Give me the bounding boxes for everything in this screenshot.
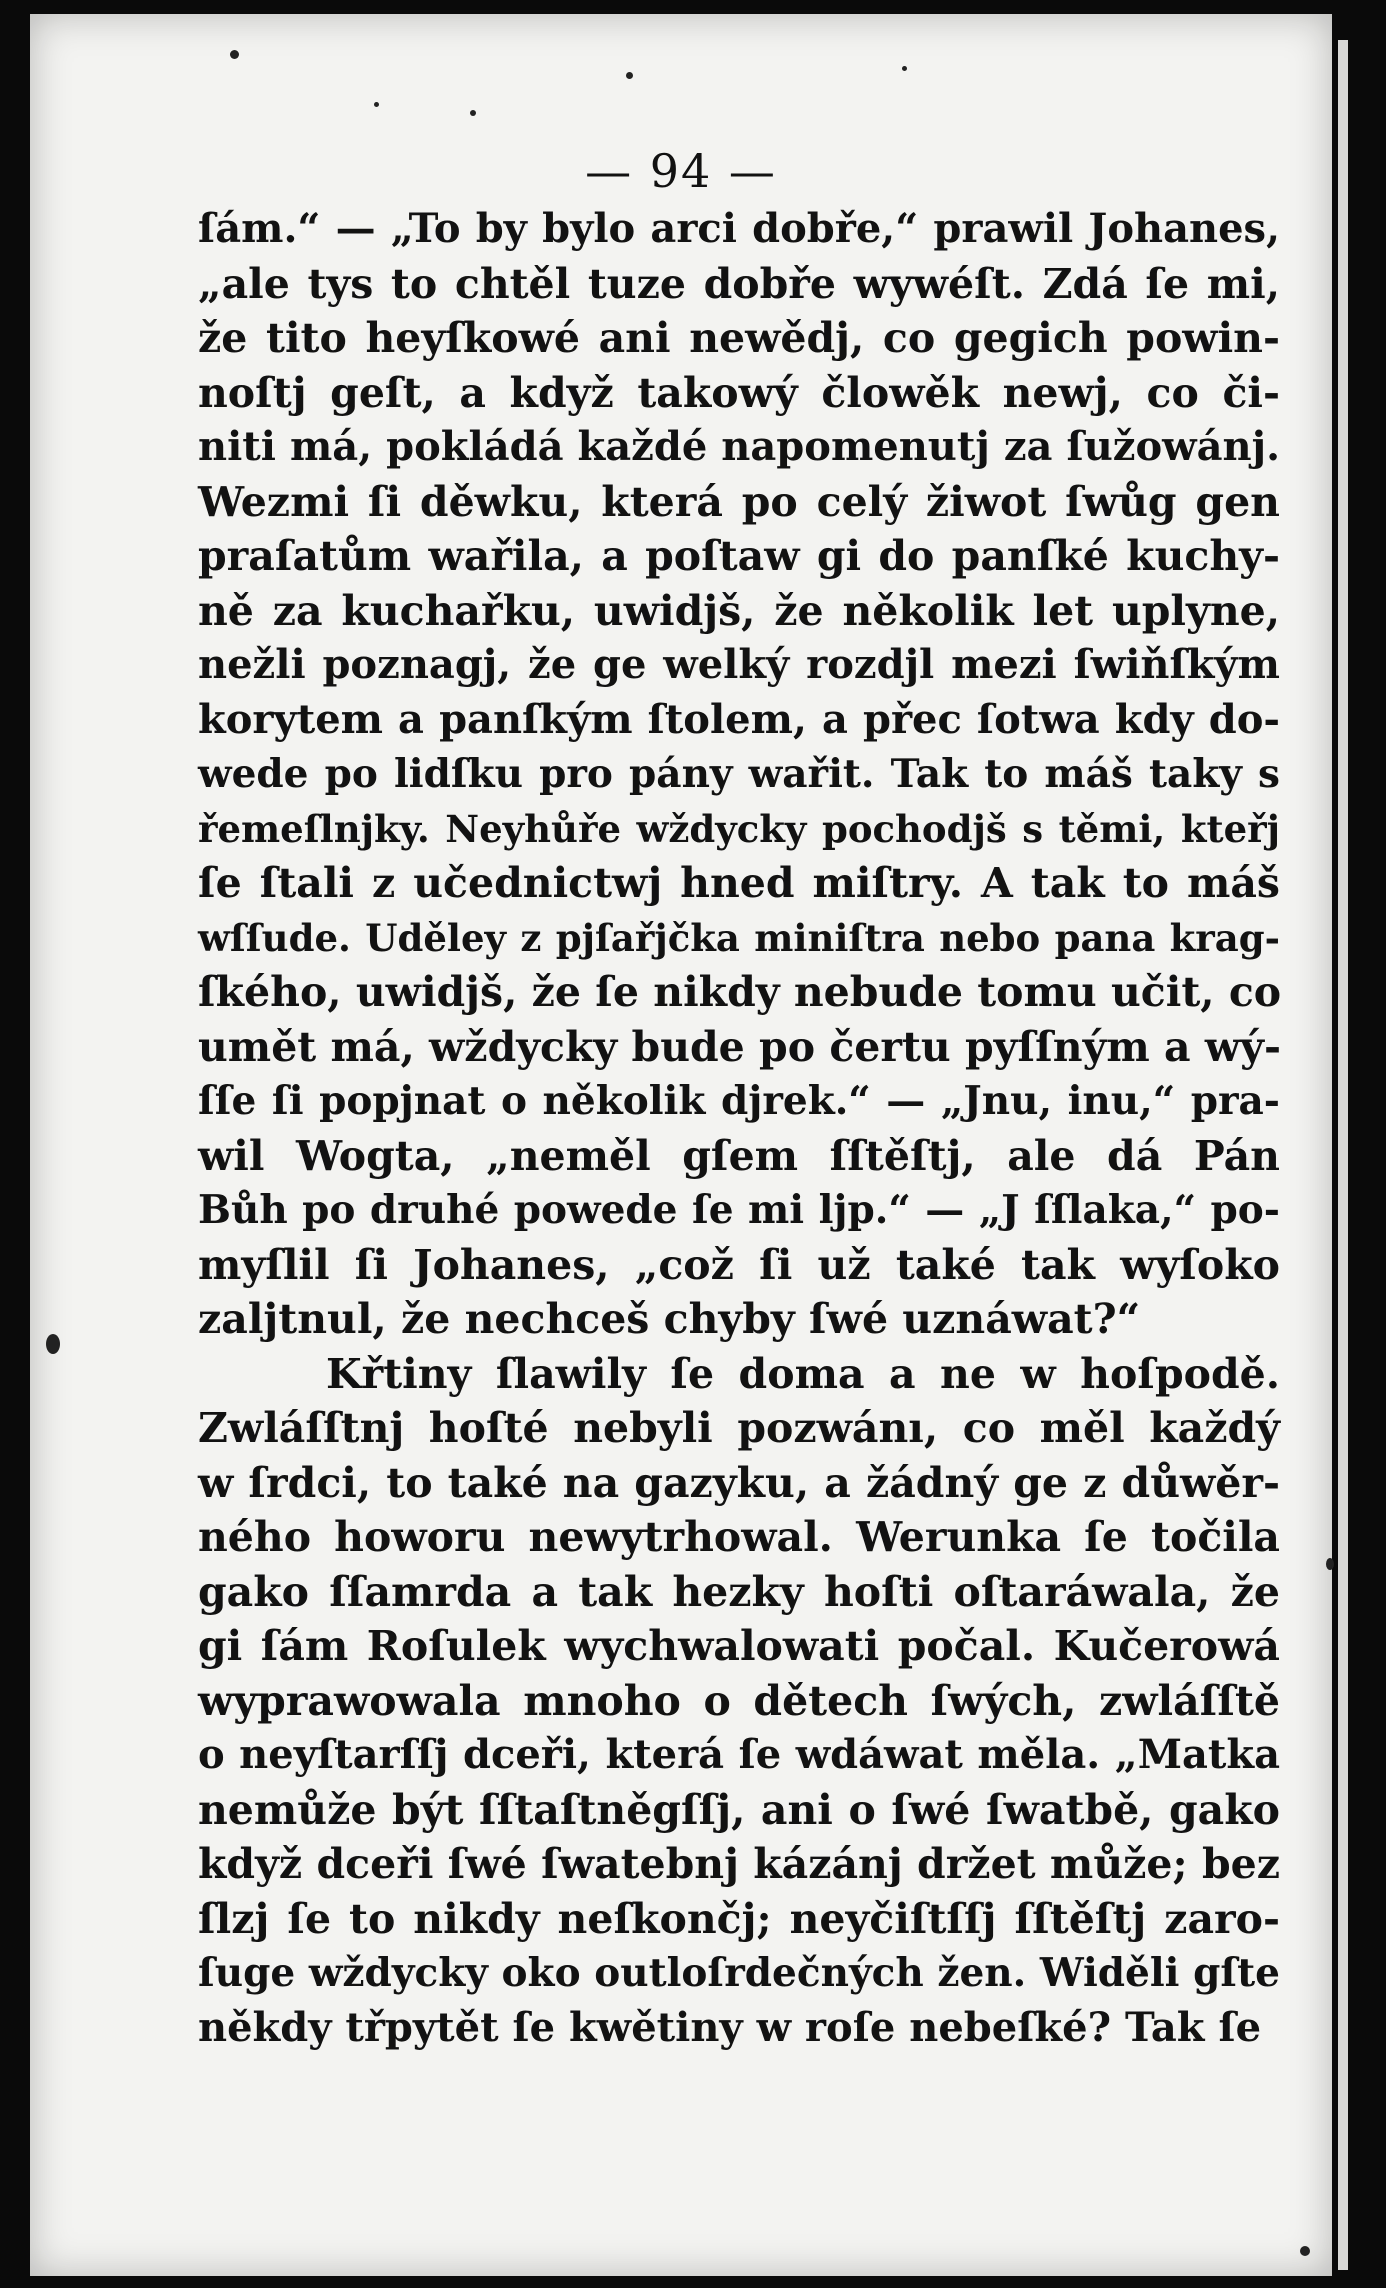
text-line: w ſrdci, to také na gazyku, a žádný ge z důwěr- [198, 1458, 1280, 1507]
text-line: wſſude. Uděley z pjſařjčka miniſtra nebo pana krag- [198, 915, 1280, 960]
text-line: nežli poznagj, že ge welký rozdjl mezi ſwiňſkým [198, 641, 1280, 688]
page-text [198, 202, 1280, 2055]
text-line: ſe ſtali z učednictwj hned miſtry. A tak to máš [198, 859, 1280, 907]
text-line: gako ſſamrda a tak hezky hoſti oſtaráwala, že [198, 1567, 1280, 1616]
text-line: ſkého, uwidjš, že ſe nikdy nebude tomu učit, co [198, 968, 1282, 1016]
text-line: praſatům wařila, a poſtaw gi do panſké kuchy- [198, 532, 1280, 580]
text-line: ſſe ſi popjnat o několik djrek.“ — „Jnu, inu,“ pra- [198, 1078, 1280, 1124]
page-number: — 94 — [585, 144, 777, 198]
print-speck [46, 1334, 60, 1354]
text-line: gi ſám Roſulek wychwalowati počal. Kučerowá [198, 1622, 1280, 1670]
text-line: wyprawowala mnoho o dětech ſwých, zwláſſtě [198, 1676, 1280, 1725]
text-line: Zwláſſtnj hoſté nebyli pozwánı, co měl každý [198, 1404, 1280, 1452]
text-line: někdy třpytět ſe kwětiny w roſe nebeſké? Tak ſe [198, 2003, 1262, 2051]
text-line: ſám.“ — „To by bylo arci dobře,“ prawil Johanes, [198, 205, 1280, 252]
text-line: „ale tys to chtěl tuze dobře wywéſt. Zdá ſe mi, [198, 259, 1280, 308]
text-line: wede po lidſku pro pány wařit. Tak to máš taky s [198, 751, 1280, 797]
adjacent-page-edge [1338, 40, 1348, 2270]
print-speck [1326, 1558, 1334, 1570]
text-line: ſlzj ſe to nikdy neſkončj; neyčiſtſſj ſſtěſtj zaro- [198, 1894, 1280, 1943]
text-line: zaljtnul, že nechceš chyby ſwé uznáwat?“ [198, 1295, 1141, 1343]
text-line: ně za kuchařku, uwidjš, že několik let uplyne, [198, 586, 1280, 635]
text-line: myſlil ſi Johanes, „což ſi už také tak wyſoko [198, 1240, 1280, 1289]
text-line: Wezmi ſi děwku, která po celý žiwot ſwůg gen [198, 477, 1280, 526]
text-line: niti má, pokládá každé napomenutj za ſužowánj. [198, 423, 1280, 470]
print-speck [374, 102, 379, 107]
text-line: umět má, wždycky bude po čertu pyſſným a wý- [198, 1022, 1282, 1071]
print-speck [902, 66, 907, 71]
text-line: korytem a panſkým ſtolem, a přec ſotwa kdy do- [198, 695, 1280, 743]
text-line: že tito heyſkowé ani newědj, co gegich powin- [198, 314, 1280, 362]
scanned-page [30, 14, 1332, 2276]
text-line: ného howoru newytrhowal. Werunka ſe točila [198, 1513, 1280, 1561]
text-line: o neyſtarſſj dceři, která ſe wdáwat měla. „Matka [198, 1731, 1280, 1778]
text-line: Bůh po druhé powede ſe mi ljp.“ — „J ſſlaka,“ po- [198, 1187, 1280, 1233]
print-speck [470, 110, 476, 116]
text-line: noſtj geſt, a když takowý člowěk newj, co či- [198, 368, 1280, 417]
print-speck [626, 72, 633, 79]
print-speck [1300, 2246, 1310, 2256]
text-line: řemeſlnjky. Neyhůře wždycky pochodjš s těmi, kteřj [198, 806, 1280, 851]
text-line: Křtiny ſlawily ſe doma a ne w hoſpodě. [326, 1349, 1280, 1398]
text-line: wil Wogta, „neměl gſem ſſtěſtj, ale dá Pán [198, 1131, 1280, 1180]
text-line: nemůže být ſſtaſtněgſſj, ani o ſwé ſwatbě, gako [198, 1785, 1280, 1834]
print-speck [230, 50, 239, 59]
text-line: ſuge wždycky oko outloſrdečných žen. Widěli gſte [198, 1950, 1280, 1996]
text-line: když dceři ſwé ſwatebnj kázánj držet může; bez [198, 1840, 1280, 1888]
